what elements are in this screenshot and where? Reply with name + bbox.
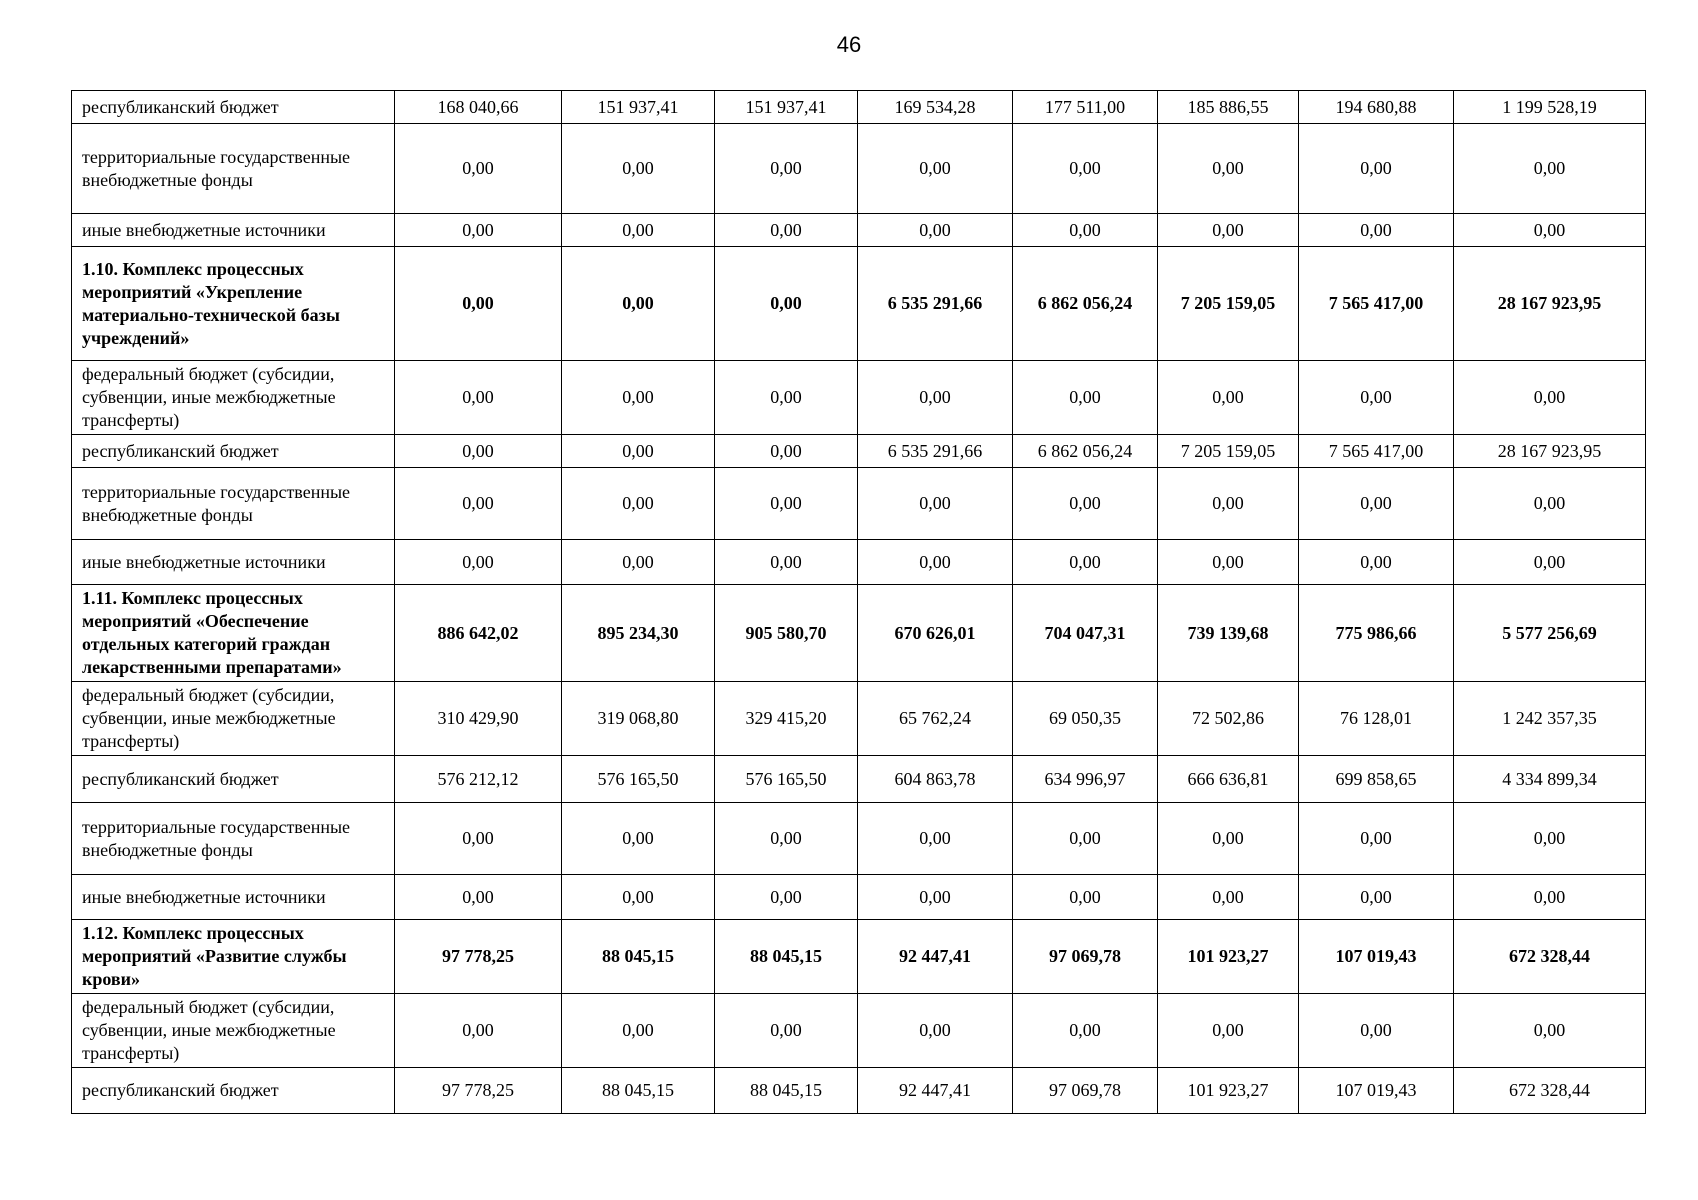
value-cell: 0,00 [1013, 124, 1158, 214]
value-cell: 169 534,28 [858, 91, 1013, 124]
row-label: иные внебюджетные источники [72, 540, 395, 585]
value-cell: 0,00 [562, 435, 715, 468]
total-cell: 672 328,44 [1454, 1068, 1646, 1114]
value-cell: 0,00 [715, 875, 858, 920]
total-cell: 672 328,44 [1454, 920, 1646, 994]
value-cell: 739 139,68 [1158, 585, 1299, 682]
value-cell: 0,00 [1299, 540, 1454, 585]
total-cell: 0,00 [1454, 994, 1646, 1068]
value-cell: 0,00 [395, 803, 562, 875]
value-cell: 0,00 [858, 875, 1013, 920]
value-cell: 0,00 [395, 540, 562, 585]
value-cell: 0,00 [1013, 468, 1158, 540]
value-cell: 0,00 [1158, 124, 1299, 214]
row-label: федеральный бюджет (субсидии, субвенции, иные межбюджетные трансферты) [72, 361, 395, 435]
value-cell: 0,00 [1158, 540, 1299, 585]
value-cell: 88 045,15 [715, 920, 858, 994]
value-cell: 670 626,01 [858, 585, 1013, 682]
value-cell: 0,00 [1158, 803, 1299, 875]
value-cell: 0,00 [715, 540, 858, 585]
total-cell: 28 167 923,95 [1454, 247, 1646, 361]
row-label: республиканский бюджет [72, 756, 395, 803]
value-cell: 0,00 [715, 124, 858, 214]
value-cell: 107 019,43 [1299, 920, 1454, 994]
value-cell: 97 778,25 [395, 1068, 562, 1114]
value-cell: 0,00 [858, 468, 1013, 540]
value-cell: 185 886,55 [1158, 91, 1299, 124]
value-cell: 895 234,30 [562, 585, 715, 682]
table-row-section [72, 585, 1646, 682]
row-label: федеральный бюджет (субсидии, субвенции, иные межбюджетные трансферты) [72, 682, 395, 756]
value-cell: 6 535 291,66 [858, 435, 1013, 468]
table-row-section [72, 920, 1646, 994]
value-cell: 72 502,86 [1158, 682, 1299, 756]
value-cell: 107 019,43 [1299, 1068, 1454, 1114]
value-cell: 0,00 [1158, 468, 1299, 540]
value-cell: 0,00 [395, 214, 562, 247]
total-cell: 5 577 256,69 [1454, 585, 1646, 682]
table-row [72, 214, 1646, 247]
row-label: республиканский бюджет [72, 1068, 395, 1114]
value-cell: 0,00 [1013, 214, 1158, 247]
total-cell: 1 242 357,35 [1454, 682, 1646, 756]
value-cell: 0,00 [562, 994, 715, 1068]
value-cell: 775 986,66 [1299, 585, 1454, 682]
budget-table [71, 90, 1646, 1114]
value-cell: 194 680,88 [1299, 91, 1454, 124]
row-label: федеральный бюджет (субсидии, субвенции, иные межбюджетные трансферты) [72, 994, 395, 1068]
value-cell: 0,00 [395, 361, 562, 435]
value-cell: 65 762,24 [858, 682, 1013, 756]
table-row [72, 124, 1646, 214]
row-label: 1.10. Комплекс процессных мероприятий «Укрепление материально-технической базы учреждений» [72, 247, 395, 361]
value-cell: 0,00 [858, 994, 1013, 1068]
value-cell: 0,00 [715, 803, 858, 875]
value-cell: 0,00 [858, 540, 1013, 585]
page-number: 46 [836, 32, 862, 57]
value-cell: 7 205 159,05 [1158, 247, 1299, 361]
value-cell: 177 511,00 [1013, 91, 1158, 124]
value-cell: 101 923,27 [1158, 1068, 1299, 1114]
value-cell: 0,00 [1013, 540, 1158, 585]
total-cell: 0,00 [1454, 875, 1646, 920]
value-cell: 0,00 [1013, 361, 1158, 435]
row-label: иные внебюджетные источники [72, 875, 395, 920]
value-cell: 0,00 [1158, 361, 1299, 435]
value-cell: 319 068,80 [562, 682, 715, 756]
value-cell: 329 415,20 [715, 682, 858, 756]
total-cell: 0,00 [1454, 540, 1646, 585]
value-cell: 0,00 [562, 214, 715, 247]
value-cell: 0,00 [395, 435, 562, 468]
value-cell: 0,00 [1299, 214, 1454, 247]
value-cell: 0,00 [395, 875, 562, 920]
value-cell: 92 447,41 [858, 1068, 1013, 1114]
value-cell: 666 636,81 [1158, 756, 1299, 803]
value-cell: 0,00 [395, 468, 562, 540]
value-cell: 92 447,41 [858, 920, 1013, 994]
value-cell: 0,00 [858, 803, 1013, 875]
value-cell: 0,00 [562, 361, 715, 435]
table-row [72, 468, 1646, 540]
value-cell: 97 778,25 [395, 920, 562, 994]
row-label: территориальные государственные внебюджетные фонды [72, 468, 395, 540]
value-cell: 0,00 [858, 361, 1013, 435]
row-label: республиканский бюджет [72, 91, 395, 124]
value-cell: 0,00 [1299, 361, 1454, 435]
total-cell: 0,00 [1454, 468, 1646, 540]
total-cell: 28 167 923,95 [1454, 435, 1646, 468]
table-row [72, 756, 1646, 803]
value-cell: 0,00 [715, 468, 858, 540]
table-row [72, 435, 1646, 468]
value-cell: 0,00 [1013, 803, 1158, 875]
value-cell: 576 212,12 [395, 756, 562, 803]
total-cell: 0,00 [1454, 214, 1646, 247]
table-row [72, 91, 1646, 124]
value-cell: 88 045,15 [562, 920, 715, 994]
value-cell: 886 642,02 [395, 585, 562, 682]
row-label: республиканский бюджет [72, 435, 395, 468]
value-cell: 0,00 [715, 994, 858, 1068]
value-cell: 0,00 [562, 875, 715, 920]
value-cell: 0,00 [715, 247, 858, 361]
value-cell: 0,00 [395, 124, 562, 214]
value-cell: 101 923,27 [1158, 920, 1299, 994]
row-label: 1.11. Комплекс процессных мероприятий «Обеспечение отдельных категорий граждан лекарственными препаратами» [72, 585, 395, 682]
value-cell: 88 045,15 [562, 1068, 715, 1114]
table-row [72, 361, 1646, 435]
value-cell: 76 128,01 [1299, 682, 1454, 756]
value-cell: 0,00 [715, 435, 858, 468]
value-cell: 634 996,97 [1013, 756, 1158, 803]
value-cell: 0,00 [858, 214, 1013, 247]
value-cell: 0,00 [562, 124, 715, 214]
value-cell: 576 165,50 [715, 756, 858, 803]
value-cell: 0,00 [1013, 994, 1158, 1068]
value-cell: 97 069,78 [1013, 1068, 1158, 1114]
value-cell: 7 565 417,00 [1299, 435, 1454, 468]
value-cell: 69 050,35 [1013, 682, 1158, 756]
value-cell: 0,00 [858, 124, 1013, 214]
value-cell: 0,00 [1299, 994, 1454, 1068]
value-cell: 0,00 [562, 468, 715, 540]
table-row [72, 994, 1646, 1068]
value-cell: 0,00 [1299, 468, 1454, 540]
value-cell: 0,00 [715, 214, 858, 247]
table-row-section [72, 247, 1646, 361]
value-cell: 310 429,90 [395, 682, 562, 756]
value-cell: 0,00 [1299, 124, 1454, 214]
total-cell: 0,00 [1454, 361, 1646, 435]
value-cell: 151 937,41 [562, 91, 715, 124]
value-cell: 604 863,78 [858, 756, 1013, 803]
value-cell: 0,00 [1013, 875, 1158, 920]
table-row [72, 1068, 1646, 1114]
value-cell: 151 937,41 [715, 91, 858, 124]
table-row [72, 540, 1646, 585]
row-label: территориальные государственные внебюджетные фонды [72, 124, 395, 214]
row-label: территориальные государственные внебюджетные фонды [72, 803, 395, 875]
value-cell: 6 862 056,24 [1013, 435, 1158, 468]
value-cell: 168 040,66 [395, 91, 562, 124]
value-cell: 0,00 [1158, 214, 1299, 247]
value-cell: 0,00 [562, 540, 715, 585]
total-cell: 0,00 [1454, 803, 1646, 875]
total-cell: 4 334 899,34 [1454, 756, 1646, 803]
row-label: иные внебюджетные источники [72, 214, 395, 247]
table-row [72, 803, 1646, 875]
value-cell: 6 535 291,66 [858, 247, 1013, 361]
table-row [72, 682, 1646, 756]
value-cell: 6 862 056,24 [1013, 247, 1158, 361]
table-row [72, 875, 1646, 920]
value-cell: 0,00 [715, 361, 858, 435]
value-cell: 0,00 [1299, 875, 1454, 920]
budget-table-body [72, 91, 1646, 1114]
value-cell: 7 205 159,05 [1158, 435, 1299, 468]
value-cell: 7 565 417,00 [1299, 247, 1454, 361]
value-cell: 905 580,70 [715, 585, 858, 682]
total-cell: 0,00 [1454, 124, 1646, 214]
value-cell: 699 858,65 [1299, 756, 1454, 803]
value-cell: 0,00 [395, 247, 562, 361]
value-cell: 0,00 [562, 247, 715, 361]
value-cell: 0,00 [1299, 803, 1454, 875]
value-cell: 0,00 [562, 803, 715, 875]
value-cell: 97 069,78 [1013, 920, 1158, 994]
value-cell: 576 165,50 [562, 756, 715, 803]
value-cell: 0,00 [1158, 875, 1299, 920]
value-cell: 0,00 [395, 994, 562, 1068]
value-cell: 704 047,31 [1013, 585, 1158, 682]
row-label: 1.12. Комплекс процессных мероприятий «Развитие службы крови» [72, 920, 395, 994]
total-cell: 1 199 528,19 [1454, 91, 1646, 124]
value-cell: 88 045,15 [715, 1068, 858, 1114]
value-cell: 0,00 [1158, 994, 1299, 1068]
